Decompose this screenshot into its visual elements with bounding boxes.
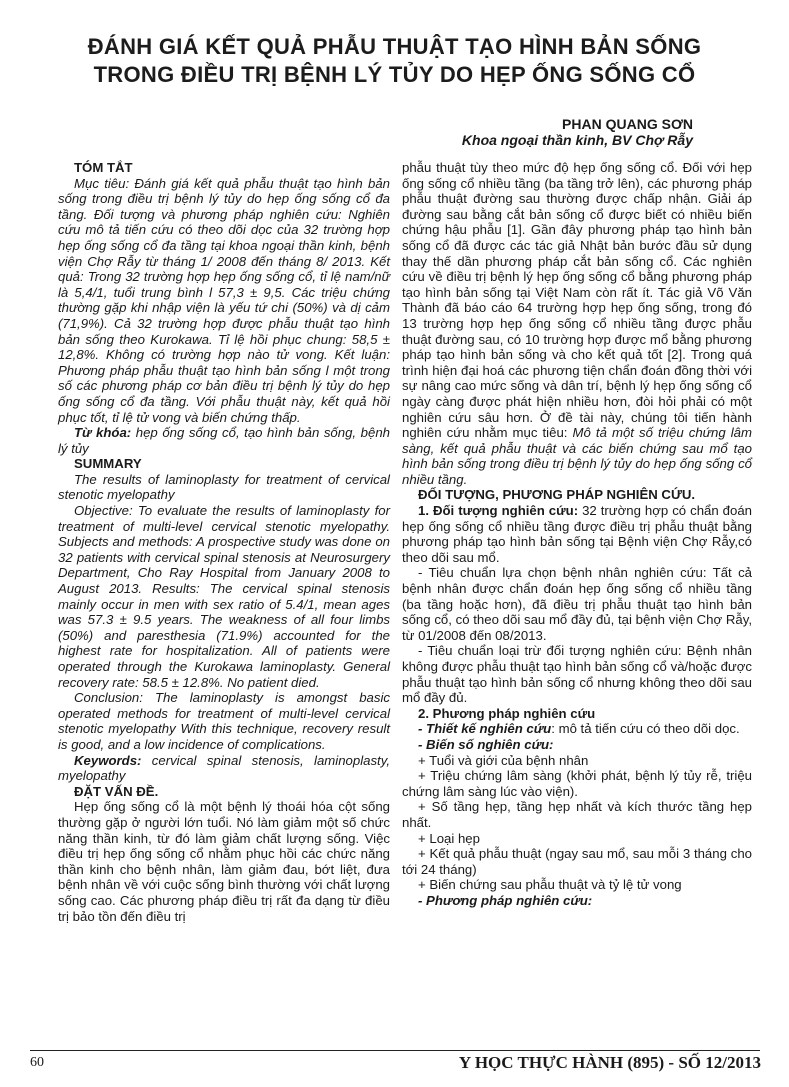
introduction-text: Hẹp ống sống cổ là một bệnh lý thoái hóa cột sống thường gặp ở người lớn tuổi. Nó làm giảm một số chức năng thần kinh, từ đó làm giảm chất lượng sống. Việc điều trị hẹp ống sống cổ nhằm phục hồi các chức năng thần kinh cho bệnh nhân, làm giảm đau, bớt liệt, đưa bệnh nhân về với cuộc sống bình thường với chất lượng sống cao. Các phương pháp điều trị rất đa dạng từ điều trị bảo tồn đến điều trị	[58, 799, 390, 924]
variable-item: + Kết quả phẫu thuật (ngay sau mổ, sau mỗi 3 tháng cho tới 24 tháng)	[402, 846, 752, 877]
design-paragraph	[402, 721, 752, 737]
study-objective: Mô tả một số triệu chứng lâm sàng, kết quả phẫu thuật và các biến chứng sau mổ tạo hình bản sống trong điều trị bệnh lý tủy do hẹp ống sống cổ nhiều tầng.	[402, 425, 752, 487]
variable-item: + Số tầng hẹp, tầng hẹp nhất và kích thước tầng hẹp nhất.	[402, 799, 752, 830]
subjects-label: 1. Đối tượng nghiên cứu:	[418, 503, 579, 519]
keywords-vi-text: hẹp ống sống cổ, tạo hình bản sống, bệnh lý tủy	[58, 425, 390, 456]
keywords-en	[58, 753, 390, 784]
article-title-line1: ĐÁNH GIÁ KẾT QUẢ PHẪU THUẬT TẠO HÌNH BẢN SỐNG	[87, 34, 702, 59]
subsection-heading-methods: 2. Phương pháp nghiên cứu	[418, 705, 596, 721]
variables-label: - Biến số nghiên cứu:	[418, 736, 554, 752]
section-heading-tomtat: TÓM TẮT	[74, 160, 133, 175]
summary-objective: Objective: To evaluate the results of laminoplasty for treatment of multi-level cervical stenotic myelopathy. Subjects and methods: A prospective study was done on 32 patients with cervical spinal stenosis at Neurosurgery Department, Cho Ray Hospital from January 2008 to August 2013. Results: The cervical spinal stenosis mainly occur in men with sex ratio of 5.4/1, mean ages was 57.3 ± 9.5 years. The weakness of all four limbs (50%) and paresthesia (71.9%) accounted for the highest rate for hospitalization. All of patients were operated through the Kurokawa laminoplasty. General recovery rate: 58.5 ± 12.8%. No patient died.	[58, 503, 390, 690]
keywords-en-label: Keywords:	[74, 752, 142, 768]
method-label: - Phương pháp nghiên cứu:	[418, 892, 593, 908]
summary-title: The results of laminoplasty for treatment of cervical stenotic myelopathy	[58, 471, 390, 503]
section-heading-datvande: ĐẶT VẤN ĐỀ.	[74, 783, 159, 799]
article-title-line2: TRONG ĐIỀU TRỊ BỆNH LÝ TỦY DO HẸP ỐNG SỐNG CỔ	[93, 62, 696, 87]
keywords-vi	[58, 425, 390, 456]
inclusion-criteria: - Tiêu chuẩn lựa chọn bệnh nhân nghiên cứu: Tất cả bệnh nhân được chẩn đoán hẹp ống sống cổ nhiều tầng (ba tầng hoặc hơn), đã điều trị phẫu thuật tạo hình bản sống cổ, có theo dõi sau mổ đầy đủ, tại bệnh viện Chợ Rẫy, từ 01/2008 đến 08/2013.	[402, 565, 752, 643]
variable-item: + Biến chứng sau phẫu thuật và tỷ lệ tử vong	[418, 877, 682, 893]
exclusion-criteria: - Tiêu chuẩn loại trừ đối tượng nghiên cứu: Bệnh nhân không được phẫu thuật tạo hình bản sống cổ và/hoặc được phẫu thuật tạo hình bản sống cổ nhưng không theo dõi sau mổ đầy đủ.	[402, 643, 752, 706]
right-column	[402, 160, 752, 909]
design-label: - Thiết kế nghiên cứu	[418, 721, 552, 737]
variable-item: + Tuổi và giới của bệnh nhân	[418, 752, 589, 768]
page-number: 60	[30, 1055, 44, 1070]
subjects-text: 32 trường hợp có chẩn đoán hẹp ống sống cổ nhiều tầng được điều trị phẫu thuật bằng phương pháp tạo hình bản sống tại Bệnh viện Chợ Rẫy,có theo dõi sau mổ.	[402, 503, 753, 565]
keywords-en-text: cervical spinal stenosis, laminoplasty, myelopathy	[58, 752, 390, 784]
section-heading-summary: SUMMARY	[74, 456, 142, 472]
subjects-paragraph	[402, 503, 752, 565]
variable-item: + Loại hẹp	[418, 830, 480, 846]
variable-item: + Triệu chứng lâm sàng (khởi phát, bệnh lý tủy rễ, triệu chứng lâm sàng lúc vào viện).	[402, 768, 752, 799]
left-column	[58, 160, 390, 924]
author-name: PHAN QUANG SƠN	[562, 116, 693, 132]
author-affiliation: Khoa ngoại thần kinh, BV Chợ Rẫy	[461, 132, 693, 148]
journal-issue: Y HỌC THỰC HÀNH (895) - SỐ 12/2013	[458, 1053, 761, 1072]
intro-cont-text: phẫu thuật tùy theo mức độ hẹp ống sống cổ. Đối với hẹp ống sống cổ nhiều tầng (ba tầng trở lên), các phương pháp phẫu thuật đường sau thường được chấp nhận. Giải áp đường sau bằng cắt bản sống cổ được biết có nhiều biến chứng hậu phẫu [1]. Gần đây phương pháp tạo hình bản sống cổ đã được các tác giả Nhật bản bước đầu sử dụng thay thế dần phương pháp cắt bản sống cổ. Các nghiên cứu về điều trị bệnh lý hẹp ống sống cổ bằng phương pháp tạo hình bản sống tại Việt Nam còn rất ít. Tác giả Võ Văn Thành đã báo cáo 64 trường hợp hẹp ống sống, trong đó 13 trường hợp hẹp ống sống cổ nhiều tầng được phẫu thuật đường sau, có 10 trường hợp được mổ bằng phương pháp tạo hình bản sống và cho kết quả tốt [2]. Trong quá trình hiện đại hoá các phương tiện chẩn đoán đồng thời với sự nâng cao mức sống và dân trí, bệnh lý hẹp ống sống cổ ngày càng được phát hiện nhiều hơn, đòi hỏi phải có một nghiên cứu sâu hơn. Ở đề tài này, chúng tôi tiến hành nghiên cứu nhằm mục tiêu:	[402, 160, 752, 441]
summary-conclusion: Conclusion: The laminoplasty is amongst basic operated methods for treatment of multi-level cervical stenotic myelopathy With this technique, recovery result is good, and a low incidence of complications.	[58, 690, 390, 752]
design-text: : mô tả tiến cứu có theo dõi dọc.	[551, 721, 740, 737]
keywords-vi-label: Từ khóa:	[74, 425, 132, 441]
section-heading-methods: ĐỐI TƯỢNG, PHƯƠNG PHÁP NGHIÊN CỨU.	[418, 487, 696, 503]
introduction-continued	[402, 160, 752, 487]
footer-rule	[30, 1050, 760, 1051]
abstract-vi: Mục tiêu: Đánh giá kết quả phẫu thuật tạo hình bản sống trong điều trị bệnh lý tủy do hẹp ống sống cổ đa tầng. Đối tượng và phương pháp nghiên cứu: Nghiên cứu mô tả tiến cứu có theo dõi dọc của 32 trường hợp hẹp ống sống cổ đa tầng tại khoa ngoại thần kinh, bệnh viện Chợ Rẫy từ tháng 1/ 2008 đến tháng 8/ 2013. Kết quả: Trong 32 trường hợp hẹp ống sống cổ, tỉ lệ nam/nữ là 5,4/1, tuổi trung bình l 57,3 ± 9,5. Các triệu chứng thường gặp khi nhập viện là yếu tứ chi (50%) và dị cảm (71,9%). Cả 32 trường hợp được phẫu thuật tạo hình bản sống theo Kurokawa. Tỉ lệ hồi phục chung: 58,5 ± 12,8%. Không có trường hợp nào tử vong. Kết luận: Phương pháp phẫu thuật tạo hình bản sống l một trong số các phương pháp cơ bản điều trị bệnh lý tủy do hẹp ống sống cổ đa tầng. Với phẫu thuật này, kết quả hồi phục tốt, tỉ lệ tử vong và biến chứng thấp.	[58, 175, 390, 425]
